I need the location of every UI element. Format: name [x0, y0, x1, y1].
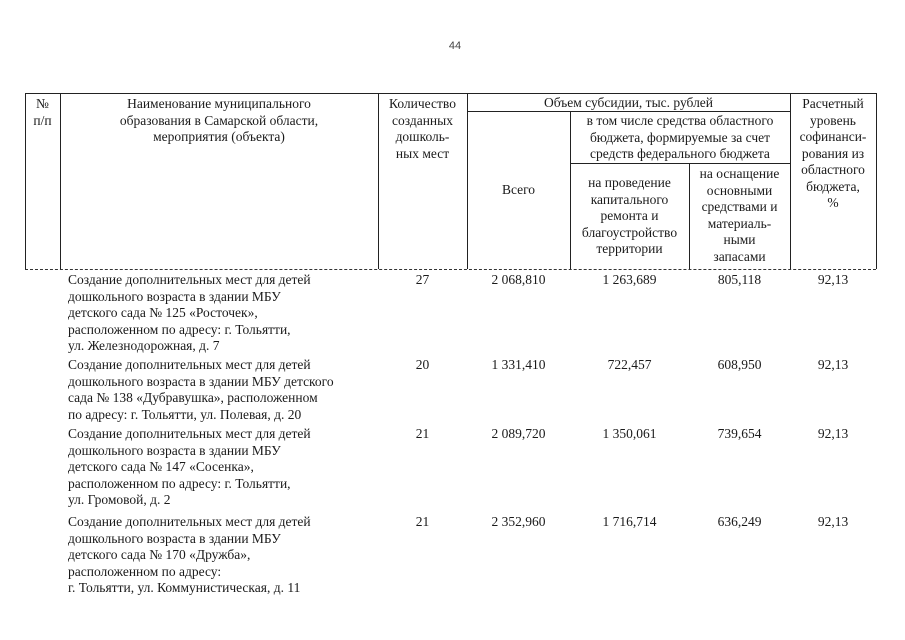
- row-equip: 739,654: [717, 426, 762, 441]
- table-top-border: [25, 93, 876, 94]
- row-qty: 20: [415, 357, 430, 372]
- row-repair: 1 263,689: [602, 272, 657, 287]
- row-repair: 1 350,061: [602, 426, 657, 441]
- row-total: 2 089,720: [491, 426, 546, 441]
- header-col-no: № п/п: [33, 96, 52, 128]
- row-total: 1 331,410: [491, 357, 546, 372]
- row-equip: 608,950: [717, 357, 762, 372]
- grid-vline-3: [467, 93, 468, 269]
- grid-vline-right: [876, 93, 877, 269]
- header-bottom-border: [25, 269, 876, 270]
- header-col-total: Всего: [501, 182, 536, 197]
- row-total: 2 068,810: [491, 272, 546, 287]
- row-object-name: Создание дополнительных мест для детей дошкольного возраста в здании МБУ детского сада № 170 «Дружба», расположенном по адресу: г. Тольятти, ул. Коммунистическая, д. 11: [68, 514, 311, 595]
- header-col-qty: Количество созданных дошколь- ных мест: [389, 96, 456, 161]
- row-repair: 1 716,714: [602, 514, 657, 529]
- row-qty: 21: [415, 426, 430, 441]
- row-equip: 805,118: [717, 272, 762, 287]
- row-qty: 27: [415, 272, 430, 287]
- row-level: 92,13: [817, 272, 849, 287]
- header-col-repair: на проведение капитального ремонта и благоустройство территории: [581, 175, 678, 256]
- header-col-subsidy: Объем субсидии, тыс. рублей: [543, 95, 714, 110]
- incl-header-divider: [570, 163, 790, 164]
- header-col-equip: на оснащение основными средствами и материаль- ными запасами: [699, 166, 780, 264]
- row-qty: 21: [415, 514, 430, 529]
- row-level: 92,13: [817, 357, 849, 372]
- row-object-name: Создание дополнительных мест для детей дошкольного возраста в здании МБУ детского сада № 138 «Дубравушка», расположенном по адресу: г. Тольятти, ул. Полевая, д. 20: [68, 357, 334, 422]
- header-col-incl: в том числе средства областного бюджета, формируемые за счет средств федерального бюджета: [586, 113, 774, 161]
- row-object-name: Создание дополнительных мест для детей дошкольного возраста в здании МБУ детского сада № 125 «Росточек», расположенном по адресу: г. Тольятти, ул. Железнодорожная, д. 7: [68, 272, 311, 353]
- row-equip: 636,249: [717, 514, 762, 529]
- row-level: 92,13: [817, 514, 849, 529]
- row-level: 92,13: [817, 426, 849, 441]
- page-number: 44: [448, 40, 462, 52]
- row-repair: 722,457: [607, 357, 652, 372]
- row-total: 2 352,960: [491, 514, 546, 529]
- row-object-name: Создание дополнительных мест для детей дошкольного возраста в здании МБУ детского сада № 147 «Сосенка», расположенном по адресу: г. Тольятти, ул. Громовой, д. 2: [68, 426, 311, 507]
- header-col-level: Расчетный уровень софинанси- рования из областного бюджета, %: [799, 96, 867, 210]
- header-col-name: Наименование муниципального образования в Самарской области, мероприятия (объекта): [119, 96, 319, 144]
